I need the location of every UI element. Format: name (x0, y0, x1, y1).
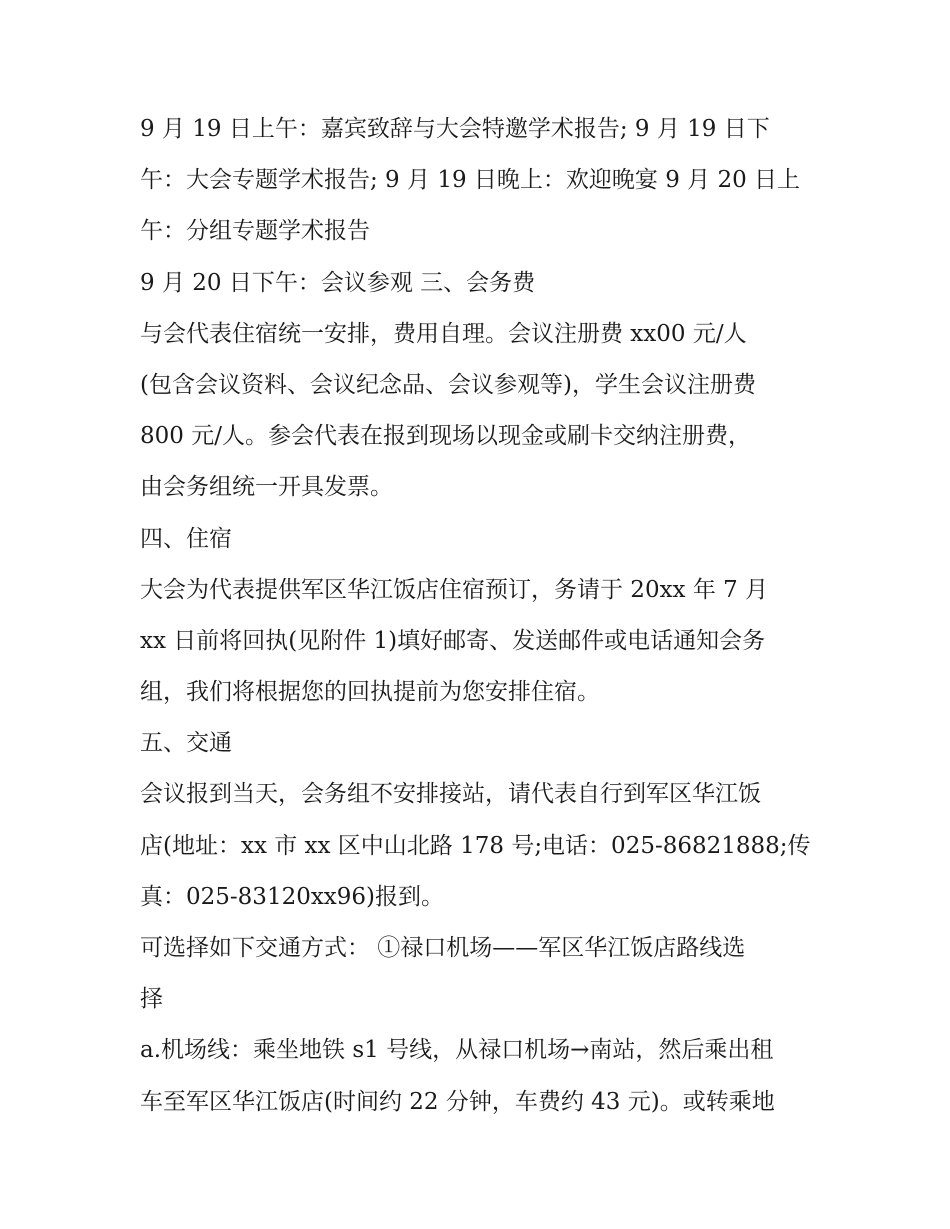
text-line: 会议报到当天，会务组不安排接站，请代表自行到军区华江饭 (140, 781, 761, 808)
text-line: 由会务组统一开具发票。 (140, 474, 393, 501)
text-line: 午：大会专题学术报告; 9 月 19 日晚上：欢迎晚宴 9 月 20 日上 (140, 167, 801, 194)
document-body (140, 104, 820, 1128)
text-line: a.机场线：乘坐地铁 s1 号线，从禄口机场→南站，然后乘出租 (140, 1037, 774, 1064)
text-line: 大会为代表提供军区华江饭店住宿预订，务请于 20xx 年 7 月 (140, 576, 769, 603)
text-line: 车至军区华江饭店(时间约 22 分钟，车费约 43 元)。或转乘地 (140, 1088, 775, 1115)
text-line: xx 日前将回执(见附件 1)填好邮寄、发送邮件或电话通知会务 (140, 627, 766, 654)
text-line: 可选择如下交通方式： ①禄口机场——军区华江饭店路线选 (140, 935, 746, 961)
text-line: 择 (140, 986, 163, 1013)
text-line: 真：025-83120xx96)报到。 (140, 883, 445, 910)
text-line: 店(地址：xx 市 xx 区中山北路 178 号;电话：025-86821888;传 (140, 832, 811, 859)
text-line: 午：分组专题学术报告 (140, 218, 370, 245)
text-line: 9 月 19 日上午：嘉宾致辞与大会特邀学术报告; 9 月 19 日下 (140, 116, 770, 142)
text-line: (包含会议资料、会议纪念品、会议参观等)，学生会议注册费 (140, 371, 756, 398)
text-line: 9 月 20 日下午：会议参观 三、会务费 (140, 269, 536, 296)
text-line: 800 元/人。参会代表在报到现场以现金或刷卡交纳注册费， (140, 423, 751, 450)
section-heading: 五、交通 (140, 730, 232, 757)
text-line: 与会代表住宿统一安排，费用自理。会议注册费 xx00 元/人 (140, 320, 747, 347)
section-heading: 四、住宿 (140, 525, 232, 552)
text-line: 组，我们将根据您的回执提前为您安排住宿。 (140, 679, 600, 706)
